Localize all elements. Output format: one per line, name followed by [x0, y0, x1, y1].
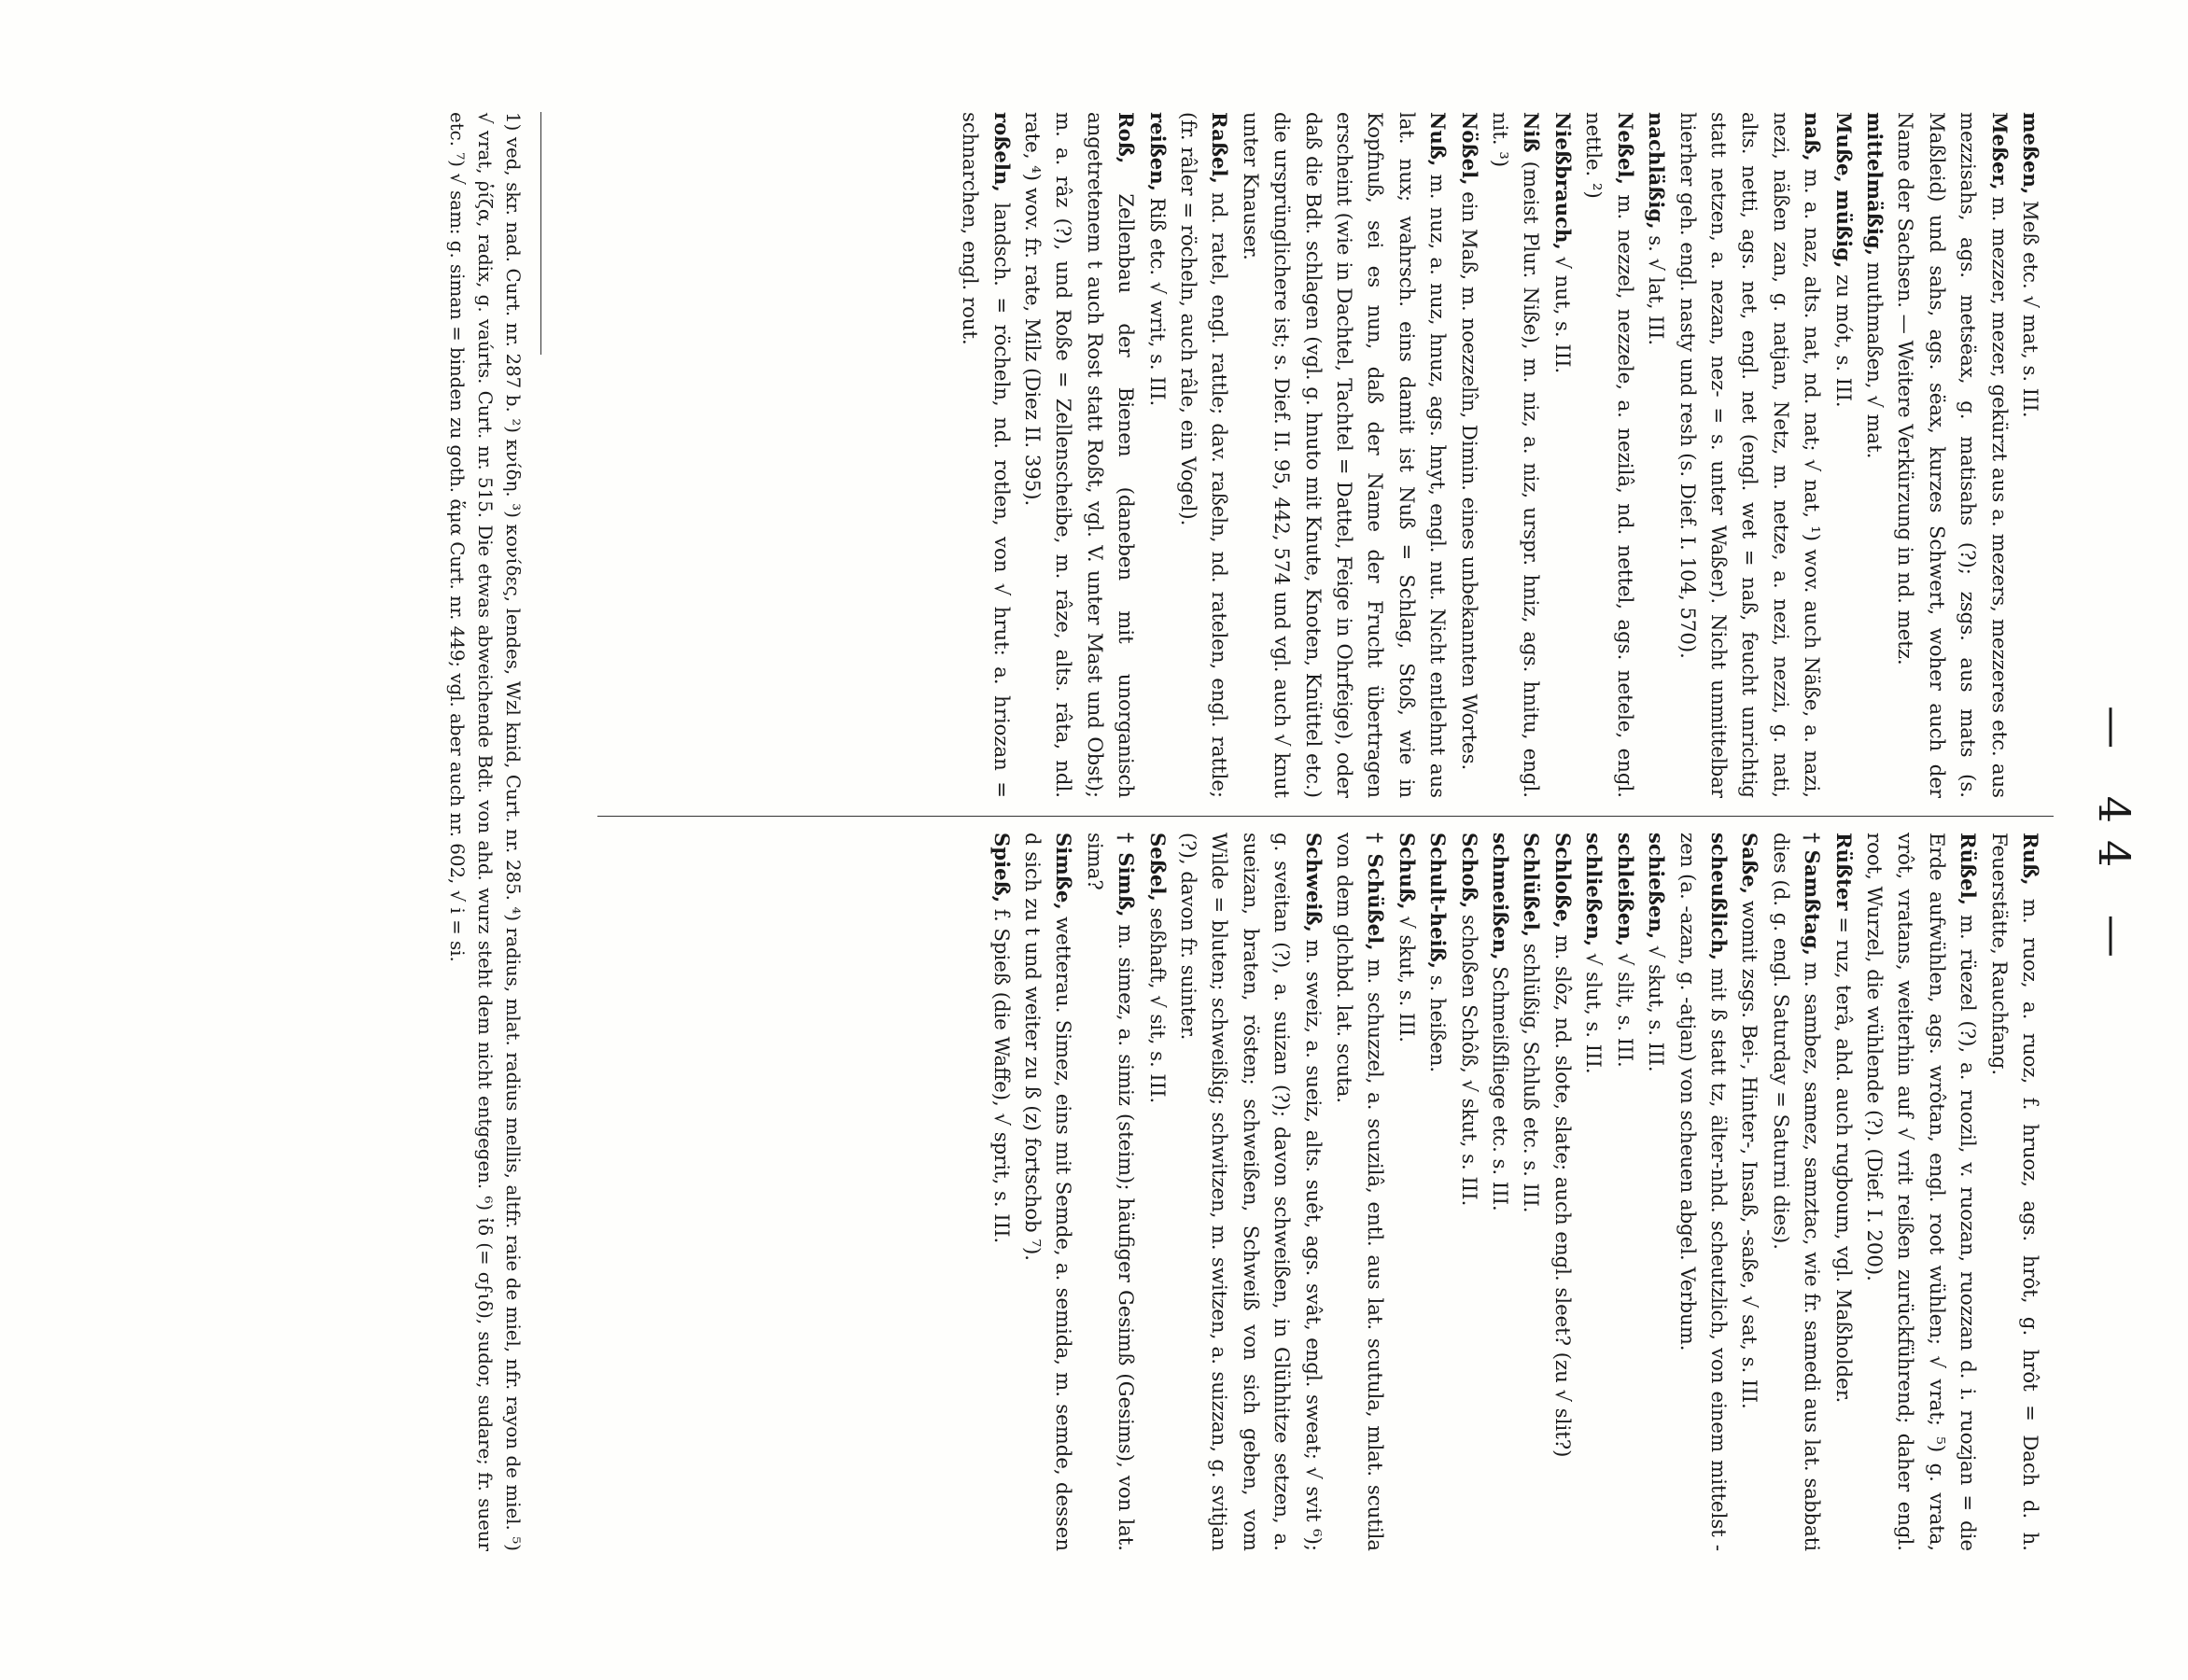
entry-text: schlüßig, Schluß etc. s. III. — [1520, 937, 1544, 1213]
entry-headword: nachläßig, — [1645, 112, 1669, 230]
entry-headword: Roß, — [1115, 112, 1139, 164]
entry-headword: Meßer, — [1987, 112, 2012, 190]
entry-text: m. sweiz, a. sueiz, alts. suêt, ags. svât, engl. sweat; √ svit ⁶); g. sveitan (?), a. suizan (?); davon schweißen, in Glühhitze setzen, a. sueizan, braten, rösten; schweißen, Schweiß von sich geben, vom Wilde = bluten; schweißig; schwitzen, m. switzen, a. suizzan, g. svitjan (?), davon fr. suinter. — [1177, 833, 1325, 1551]
entry-text: m. nuz, a. nuz, hnuz, ags. hnyt, engl. nut. Nicht entlehnt aus lat. nux; wahrsch. eins damit ist Nuß = Schlag, Stoß, wie in Kopfnuß, sei es nun, daß der Name der Frucht übertragen erscheint (wie in Dachtel, Tachtel = Dattel, Feige in Ohrfeige), oder daß die Bdt. schlagen (vgl. g. hnuto mit Knute, Knoten, Knüttel etc.) die ursprünglichere ist; s. Dief. II. 95, 442, 574 und vgl. auch √ knut unter Knauser. — [1239, 112, 1451, 798]
entry-headword: Rüßter — [1831, 833, 1856, 911]
entry-text: m. sambez, samez, samztac, wie fr. samedi aus lat. sabbati dies (d. g. engl. Saturday = Saturni dies). — [1769, 833, 1825, 1551]
entry-text: landsch. = röcheln, nd. rotlen, von √ hrut: a. hriozan = schnarchen, engl. rout. — [959, 112, 1014, 798]
entry-text: √ nut, s. III. — [1550, 249, 1575, 374]
entry-text: √ skut, s. III. — [1645, 939, 1669, 1072]
entry-text: zu mót, s. III. — [1831, 268, 1856, 408]
dictionary-entry — [1516, 833, 1547, 1551]
entry-headword: Schlüßel, — [1520, 833, 1544, 938]
entry-text: Meß etc. √ mat, s. III. — [2019, 194, 2042, 418]
footnotes: 1) ved, skr. nad. Curt. nr. 287 b. ²) κνίδη. ³) κονίδες, lendes, Wzl knid, Curt. nr. 285. ⁴) radius, mlat. radius mellis, altfr. raie de miel, nfr. rayon de miel. ⁵) √ vrat, ῥίζα, radix, g. vaúrts. Curt. nr. 515. Die etwas abweichende Bdt. von ahd. wurz steht dem nicht entgegen. ⁶) ἰδ (= σϝιδ), sudor, sudare; fr. sueur etc. ⁷) √ sam: g. siman = binden zu goth. ἅμα Curt. nr. 449; vgl. aber auch nr. 602, √ i = si. — [446, 112, 524, 1551]
entry-text: f. Spieß (die Waffe), √ sprit, s. III. — [989, 903, 1014, 1244]
dictionary-entry — [1734, 833, 1765, 1551]
entry-text: m. ruoz, a. ruoz, f. hruoz, ags. hrôt, g. hrôt = Dach d. h. Feuerstätte, Rauchfang. — [1987, 833, 2042, 1551]
dictionary-entry — [1984, 833, 2046, 1551]
entry-text: womit zsgs. Bei-, Hinter-, Insaß, -saße, √ sat, s. III. — [1738, 893, 1762, 1409]
entry-headword: naß, — [1801, 112, 1825, 161]
dictionary-entry — [1453, 833, 1484, 1551]
entry-headword: roßeln, — [989, 112, 1014, 192]
column-divider — [597, 816, 2054, 817]
entry-text: (meist Plur. Niße), m. niz, a. niz, urspr. hniz, ags. hnitu, engl. nit. ³) — [1489, 112, 1544, 798]
entry-headword: Spieß, — [989, 833, 1014, 903]
entry-text: wetterau. Simez, eins mit Semde, a. semida, m. semde, dessen d sich zu t und weiter zu ß (z) fortschob ⁷). — [1021, 833, 1076, 1551]
dictionary-entry — [1548, 112, 1578, 798]
dictionary-entry — [1142, 833, 1172, 1551]
entry-text: mit ß statt tz, älter-nhd. scheutzlich, von einem mittelst -zen (a. -azan, g. -atjan) von scheuen abgel. Verbum. — [1676, 833, 1731, 1551]
dictionary-entry — [1485, 112, 1548, 798]
dictionary-entry — [1485, 833, 1516, 1551]
dictionary-entry — [1859, 112, 1890, 798]
dictionary-entry — [1173, 833, 1329, 1551]
dictionary-entry — [1017, 833, 1080, 1551]
entry-text: s. √ lat, III. — [1645, 229, 1669, 346]
dictionary-entry — [1578, 112, 1641, 798]
entry-text: m. mezzer, mezer, gekürzt aus a. mezers, mezzeres etc. aus mezzisahs, ags. metsëax, g. matisahs (?); zsgs. aus mats (s. Maßleid) und sahs, ags. sëax, kurzes Schwert, woher auch der Name der Sachsen. — Weitere Verkürzung in nd. metz. — [1894, 112, 2012, 798]
left-column — [955, 112, 2046, 798]
dictionary-entry — [1641, 112, 1672, 798]
entry-headword: Nuß, — [1426, 112, 1451, 167]
entry-text: √ slit, s. III. — [1613, 946, 1637, 1068]
entry-headword: Seßel, — [1145, 833, 1170, 902]
entry-headword: schmeißen, — [1489, 833, 1513, 960]
entry-headword: Rüßel, — [1957, 833, 1981, 906]
entry-text: Zellenbau der Bienen (daneben mit unorganisch angetretenem t auch Rost statt Roßt, vgl. V. unter Mast und Obst); m. a. râz (?), und Roße = Zellenscheibe, m. râze, alts. râta, ndl. rate, ⁴) wov. fr. rate, Milz (Diez II. 395). — [1021, 112, 1139, 798]
footnote-rule — [540, 112, 541, 355]
dictionary-entry — [1641, 833, 1672, 1551]
entry-headword: Schult-heiß, — [1426, 833, 1451, 970]
entry-headword: schießen, — [1645, 833, 1669, 940]
dictionary-entry — [955, 112, 1017, 798]
entry-text: m. nezzel, nezzele, a. nezilâ, nd. nettel, ags. netele, engl. nettle. ²) — [1582, 112, 1637, 798]
dictionary-entry — [2015, 112, 2046, 798]
entry-headword: Schuß, — [1395, 833, 1419, 910]
entry-text: seßhaft, √ sit, s. III. — [1145, 901, 1170, 1104]
entry-text: m. simez, a. simiz (steim); häufiger Gesimß (Gesims), von lat. sima? — [1083, 833, 1139, 1551]
dictionary-entry — [1142, 112, 1172, 798]
entry-headword: meßen, — [2019, 112, 2042, 195]
entry-headword: † Simß, — [1115, 833, 1139, 917]
book-page-rotated — [142, 112, 2158, 1568]
entry-text: Riß etc. √ writ, s. III. — [1145, 191, 1170, 407]
entry-headword: Saße, — [1738, 833, 1762, 894]
dictionary-entry — [1828, 112, 1858, 798]
entry-headword: Ruß, — [2019, 833, 2042, 886]
entry-headword: † Schüßel, — [1364, 833, 1388, 951]
dictionary-entry — [1672, 833, 1734, 1551]
entry-headword: Simße, — [1052, 833, 1076, 910]
dictionary-entry — [1672, 112, 1828, 798]
entry-text: schoßen Schôß, √ skut, s. III. — [1457, 908, 1481, 1207]
entry-headword: † Samßtag, — [1801, 833, 1825, 956]
dictionary-entry — [1765, 833, 1828, 1551]
entry-headword: scheußlich, — [1706, 833, 1731, 960]
entry-text: ein Maß, m. noezzelîn, Dimin. eines unbekannten Wortes. — [1457, 185, 1481, 771]
entry-text: muthmaßen, √ mat. — [1862, 256, 1886, 459]
entry-headword: Neßel, — [1613, 112, 1637, 185]
entry-text: = ruz, terâ, ahd. auch rugboum, vgl. Maßholder. — [1831, 910, 1856, 1404]
dictionary-entry — [1578, 833, 1609, 1551]
entry-headword: Schweiß, — [1301, 833, 1325, 932]
entry-text: Schmeißfliege etc. s. III. — [1489, 959, 1513, 1211]
entry-headword: mittelmäßig, — [1862, 112, 1886, 257]
entry-headword: Schoß, — [1457, 833, 1481, 909]
entry-text: s. heißen. — [1426, 969, 1451, 1073]
entry-text: m. slôz, nd. slote, slate; auch engl. sleet? (zu √ slit?) — [1550, 928, 1575, 1458]
dictionary-entry — [1423, 833, 1453, 1551]
dictionary-entry — [1173, 112, 1236, 798]
dictionary-entry — [1609, 833, 1640, 1551]
dictionary-entry — [1017, 112, 1143, 798]
right-column — [986, 833, 2046, 1551]
dictionary-entry — [1329, 833, 1392, 1551]
entry-headword: reißen, — [1145, 112, 1170, 192]
dictionary-entry — [986, 833, 1017, 1551]
entry-text: m. a. naz, alts. nat, nd. nat; √ nat, ¹) wov. auch Näße, a. nazi, nezi, näßen zan, g. natjan, Netz, m. netze, a. nezi, nezzi, g. nati, alts. netti, ags. net, engl. net (engl. wet = naß, feucht unrichtig statt netzen, a. nezan, nez- = s. unter Waßer). Nicht unmittelbar hierher geh. engl. nasty und resh (s. Dief. I. 104, 570). — [1676, 112, 1825, 798]
entry-headword: Nießbrauch, — [1550, 112, 1575, 250]
entry-text: √ skut, s. III. — [1395, 909, 1419, 1043]
entry-text: m. schuzzel, a. scuzilâ, entl. aus lat. scutula, mlat. scutila von dem glchbd. lat. scuta. — [1333, 833, 1388, 1551]
dictionary-entry — [1859, 833, 1985, 1551]
dictionary-entry — [1079, 833, 1142, 1551]
dictionary-entry — [1235, 112, 1453, 798]
entry-text: √ slut, s. III. — [1582, 946, 1606, 1074]
entry-headword: schleißen, — [1613, 833, 1637, 947]
entry-headword: Niß — [1520, 112, 1544, 153]
entry-headword: Schloße, — [1550, 833, 1575, 929]
entry-text: nd. ratel, engl. rattle; dav. raßeln, nd. ratelen, engl. rattle; (fr. râler = röcheln, auch râle, ein Vogel). — [1177, 112, 1232, 798]
entry-text: m. rüezel (?), a. ruozil, v. ruozan, ruozzan d. i. ruozjan = die Erde aufwühlen, ags. wrôtan, engl. root wühlen; √ vrat; ⁵) g. vrata, vrôt, vratans, weiterhin auf √ vrit reißen zurückführend; daher engl. root, Wurzel, die wühlende (?). (Dief. I. 200). — [1862, 833, 1981, 1551]
entry-headword: Nößel, — [1457, 112, 1481, 186]
entry-headword: Muße, müßig, — [1831, 112, 1856, 269]
page-number: — 44 — — [2089, 706, 2139, 974]
entry-headword: schließen, — [1582, 833, 1606, 947]
dictionary-entry — [1453, 112, 1484, 798]
dictionary-entry — [1828, 833, 1858, 1551]
dictionary-entry — [1548, 833, 1578, 1551]
entry-headword: Raßel, — [1208, 112, 1232, 184]
dictionary-entry — [1391, 833, 1422, 1551]
dictionary-entry — [1890, 112, 2015, 798]
